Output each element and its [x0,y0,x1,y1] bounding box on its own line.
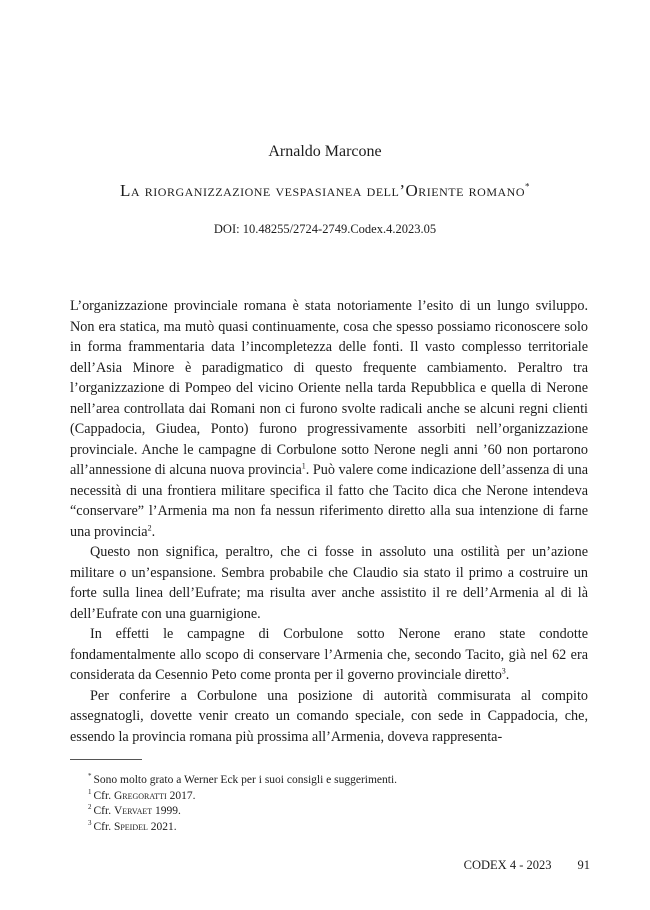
paragraph-2 [70,542,588,624]
paragraph-text: In effetti le campagne di Corbulone sotto Nerone erano state condotte fondamentalmente allo scopo di conservare l’Armenia che, secondo Tacito, già nel 62 era considerata da Cesennio Peto come pronta per il governo provinciale diretto [70,626,588,683]
footnote-citation-author: Speidel [113,820,148,833]
footnote-citation-author: Vervaet [113,805,153,817]
footnote-text: Sono molto grato a Werner Eck per i suoi consigli e suggerimenti. [93,774,398,786]
article-title [30,181,620,201]
footnote-citation-year: 2021. [150,820,177,833]
article-body [70,296,588,747]
footnote-mark: 1 [88,787,92,796]
paragraph-3 [70,624,588,686]
footnote-mark: 2 [88,803,92,812]
paragraph-4 [70,686,588,748]
footnote-citation-year: 1999. [155,805,181,817]
footnote-text: Cfr. [93,820,112,833]
title-footnote-mark: * [525,181,531,192]
footnote-mark: * [88,772,92,781]
footnote-3 [88,820,588,836]
author-name: Arnaldo Marcone [268,143,382,160]
page-footer [380,858,590,873]
paragraph-text: L’organizzazione provinciale romana è stata notoriamente l’esito di un lungo sviluppo. Non era statica, ma mutò quasi continuamente, cosa che spesso possiamo riconoscere solo in forma frammentaria data l’incompletezza delle fonti. Il vasto complesso territoriale dell’Asia Minore è paradigmatico di questo frequente cambiamento. Peraltro tra l’organizzazione di Pompeo del vicino Oriente nella tarda Repubblica e quella di Nerone nell’area controllata dai Romani non ci furono svolte radicali anche se alcuni regni clienti (Cappadocia, Giudea, Ponto) furono progressivamente assorbiti nell’organizzazione provinciale. Anche le campagne di Corbulone sotto Nerone negli anni ’60 non portarono all’annessione di alcuna nuova provincia [70,298,588,478]
paragraph-text: . Può valere come indicazione dell’assenza di una necessità di una frontiera militare specifica il fatto che Tacito dica che Nerone intendeva “conservare” l’Armenia ma non fa nessun riferimento diretto alla sua intenzione di farne una provincia [70,462,589,540]
footnotes [88,773,588,835]
page-number: 91 [577,858,590,872]
article-title-text: La riorganizzazione vespasianea dell’Oriente romano [119,181,526,200]
footnote-ref-1[interactable]: 1 [301,461,306,471]
footnote-mark: 3 [88,818,92,827]
journal-name: CODEX 4 - 2023 [463,858,552,872]
paragraph-text: Per conferire a Corbulone una posizione di autorità commisurata al compito assegnatogli, dovette venir creato un comando speciale, con sede in Cappadocia, che, essendo la provincia romana più prossima all’Armenia, doveva rappresenta- [70,687,588,745]
footnote-citation-year: 2017. [169,789,196,802]
footnote-text: Cfr. [93,805,112,817]
footnote-ref-2[interactable]: 2 [147,522,152,532]
paragraph-text: . [505,667,510,683]
paragraph-text: . [151,523,156,540]
doi: DOI: 10.48255/2724-2749.Codex.4.2023.05 [213,222,437,236]
footnote-text: Cfr. [93,789,112,802]
footnote-ref-3[interactable]: 3 [501,666,506,676]
footnote-2 [88,804,588,820]
paragraph-text: Questo non significa, peraltro, che ci fosse in assoluto una ostilità per un’azione militare o un’espansione. Sembra probabile che Claudio sia stato il primo a costruire un forte sulla linea dell’Eufrate; ma risulta aver anche assistito il re dell’Armenia al di là dell’Eufrate con una guarnigione. [70,544,588,622]
footnote-divider [70,759,142,760]
footnote-star [88,773,588,789]
paragraph-1 [70,296,588,542]
footnote-1 [88,789,588,805]
footnote-citation-author: Gregoratti [113,789,167,802]
